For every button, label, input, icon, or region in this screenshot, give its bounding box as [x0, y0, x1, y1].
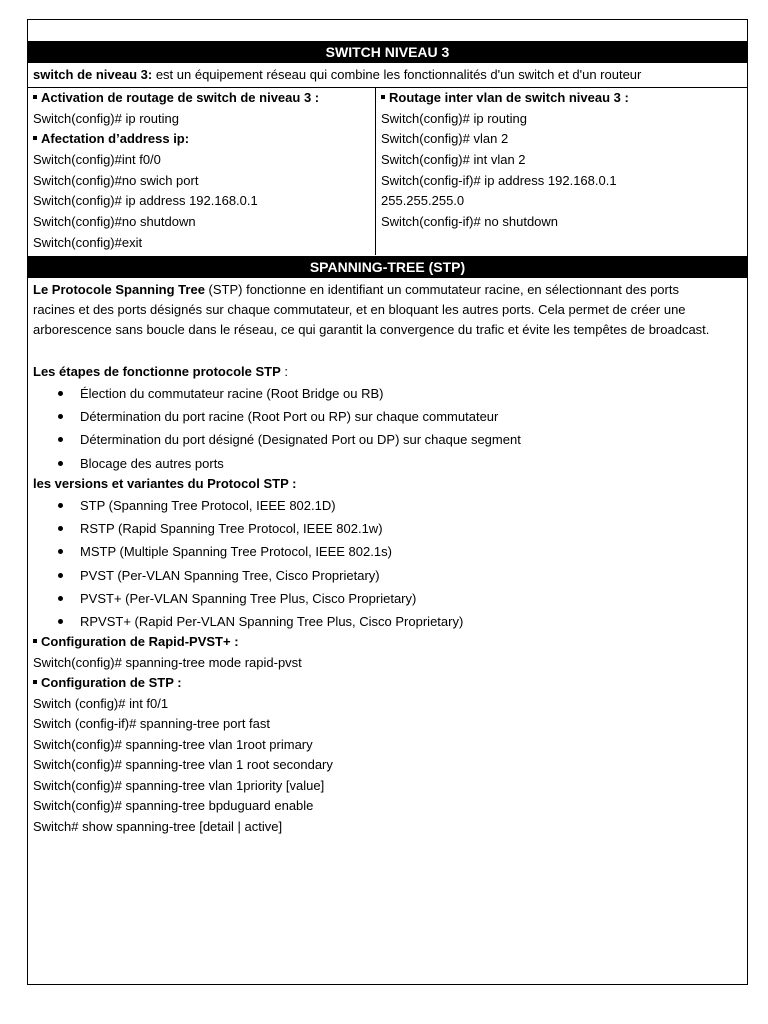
- right-column: [381, 88, 629, 233]
- list-item: MSTP (Multiple Spanning Tree Protocol, IEEE 802.1s): [58, 540, 463, 563]
- command-line: Switch(config)# vlan 2: [381, 131, 509, 147]
- list-item: RSTP (Rapid Spanning Tree Protocol, IEEE 802.1w): [58, 517, 463, 540]
- square-bullet-icon: [33, 639, 37, 643]
- square-bullet-icon: [381, 95, 385, 99]
- versions-list: [58, 494, 463, 633]
- command-line: Switch(config)#no shutdown: [33, 214, 196, 230]
- intro-term: Le Protocole Spanning Tree: [33, 282, 205, 297]
- definition-text: est un équipement réseau qui combine les fonctionnalités d'un switch et d'un routeur: [152, 67, 642, 82]
- list-item: RPVST+ (Rapid Per-VLAN Spanning Tree Plus, Cisco Proprietary): [58, 610, 463, 633]
- command-line: Switch(config)# spanning-tree mode rapid-pvst: [33, 654, 302, 670]
- command-line: Switch (config)# int f0/1: [33, 695, 169, 711]
- command-line: Switch(config)# spanning-tree bpduguard enable: [33, 798, 314, 813]
- command-line: 255.255.255.0: [381, 193, 465, 209]
- right-heading-intervlan: Routage inter vlan de switch niveau 3 :: [381, 88, 629, 109]
- stp-config-heading: Configuration de STP :: [33, 673, 333, 694]
- column-divider: [375, 87, 376, 255]
- section-title-switch: SWITCH NIVEAU 3: [27, 41, 748, 63]
- steps-heading: Les étapes de fonctionne protocole STP :: [33, 364, 288, 379]
- rapid-pvst-heading: Configuration de Rapid-PVST+ :: [33, 632, 333, 653]
- stp-config-section: [33, 632, 333, 837]
- command-line: Switch(config)# ip routing: [33, 110, 179, 126]
- list-item: PVST+ (Per-VLAN Spanning Tree Plus, Cisco Proprietary): [58, 587, 463, 610]
- command-line: Switch(config-if)# ip address 192.168.0.1: [381, 172, 617, 188]
- switch-definition: [33, 65, 641, 85]
- left-column: [33, 88, 319, 254]
- command-line: Switch(config)# spanning-tree vlan 1 root secondary: [33, 757, 333, 772]
- list-item: PVST (Per-VLAN Spanning Tree, Cisco Proprietary): [58, 564, 463, 587]
- intro-text: (STP) fonctionne en identifiant un commutateur racine, en sélectionnant des ports racines et des ports désignés sur chaque commutateur, et en bloquant les autres ports. Cela permet de créer une arborescence sans boucle dans le réseau, ce qui garantit la convergence du trafic et évite les tempêtes de broadcast.: [33, 282, 710, 337]
- command-line: Switch(config)#int f0/0: [33, 152, 161, 168]
- command-line: Switch(config)# ip routing: [381, 110, 527, 126]
- command-line: Switch(config)# spanning-tree vlan 1root primary: [33, 736, 313, 752]
- list-item: Détermination du port racine (Root Port ou RP) sur chaque commutateur: [58, 405, 521, 428]
- command-line: Switch(config)# int vlan 2: [381, 152, 526, 168]
- section-title-stp: SPANNING-TREE (STP): [27, 256, 748, 278]
- stp-intro-paragraph: [33, 280, 723, 340]
- steps-list: [58, 382, 521, 475]
- square-bullet-icon: [33, 680, 37, 684]
- command-line: Switch(config-if)# no shutdown: [381, 214, 559, 230]
- command-line: Switch(config)#no swich port: [33, 172, 199, 188]
- command-line: Switch(config)# ip address 192.168.0.1: [33, 193, 258, 209]
- command-line: Switch (config-if)# spanning-tree port fast: [33, 716, 270, 731]
- left-heading-address: Afectation d’address ip:: [33, 129, 319, 150]
- square-bullet-icon: [33, 136, 37, 140]
- command-line: Switch(config)# spanning-tree vlan 1priority [value]: [33, 777, 325, 793]
- definition-term: switch de niveau 3:: [33, 67, 153, 82]
- versions-heading: les versions et variantes du Protocol STP :: [33, 476, 297, 491]
- list-item: Élection du commutateur racine (Root Bridge ou RB): [58, 382, 521, 405]
- list-item: Blocage des autres ports: [58, 452, 521, 475]
- left-heading-routing: Activation de routage de switch de niveau 3 :: [33, 88, 319, 109]
- list-item: STP (Spanning Tree Protocol, IEEE 802.1D): [58, 494, 463, 517]
- command-line: Switch# show spanning-tree [detail | active]: [33, 818, 283, 834]
- square-bullet-icon: [33, 95, 37, 99]
- command-line: Switch(config)#exit: [33, 234, 143, 250]
- list-item: Détermination du port désigné (Designated Port ou DP) sur chaque segment: [58, 428, 521, 451]
